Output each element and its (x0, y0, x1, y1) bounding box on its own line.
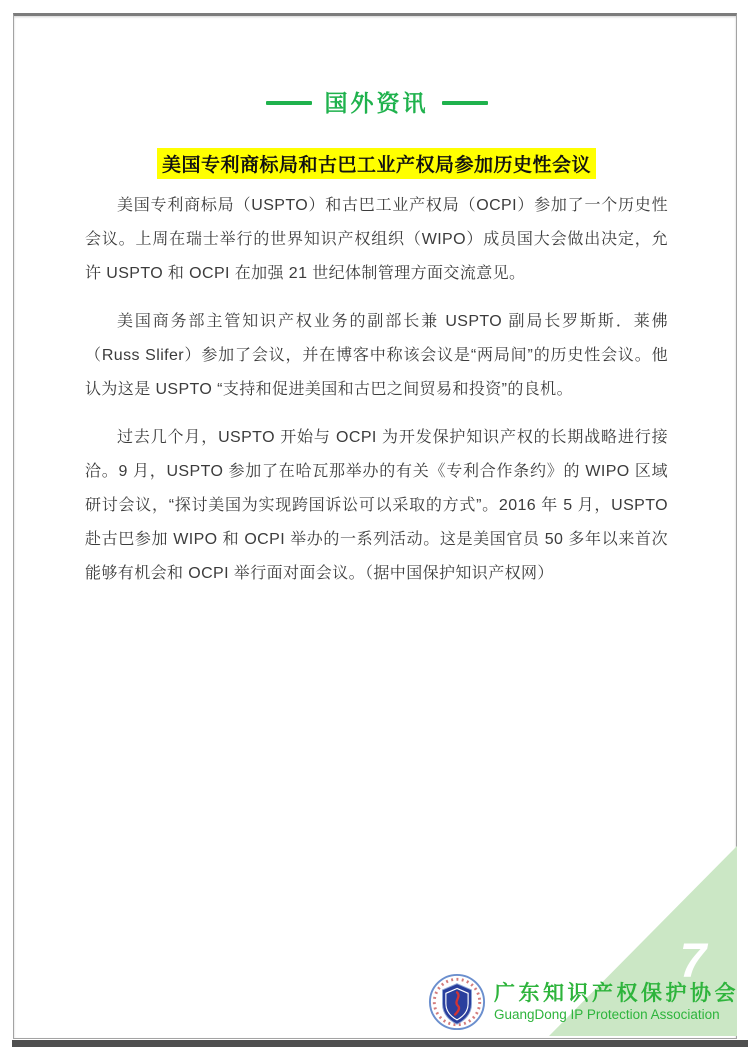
article-paragraph: 过去几个月，USPTO 开始与 OCPI 为开发保护知识产权的长期战略进行接洽。9 月，USPTO 参加了在哈瓦那举办的有关《专利合作条约》的 WIPO 区域研讨会议，“探讨美国为实现跨国诉讼可以采取的方式”。2016 年 5 月，USPTO 赴古巴参加 WIPO 和 OCPI 举办的一系列活动。这是美国官员 50 多年以来首次能够有机会和 OCPI 举行面对面会议。（据中国保护知识产权网） (85, 429, 668, 582)
article-body (85, 189, 668, 591)
article-content (85, 0, 668, 605)
article-title: 美国专利商标局和古巴工业产权局参加历史性会议 (157, 148, 596, 179)
title-row (85, 148, 668, 179)
bottom-bar (12, 1040, 748, 1047)
org-names (494, 982, 739, 1023)
org-name-en: GuangDong IP Protection Association (494, 1006, 720, 1022)
article-paragraph: 美国商务部主管知识产权业务的副部长兼 USPTO 副局长罗斯斯．莱佛（Russ Slifer）参加了会议，并在博客中称该会议是“两局间”的历史性会议。他认为这是 USPTO “支持和促进美国和古巴之间贸易和投资”的良机。 (85, 313, 668, 398)
section-badge-label: 国外资讯 (324, 89, 429, 116)
page-number: 7 (679, 935, 707, 988)
article-paragraph: 美国专利商标局（USPTO）和古巴工业产权局（OCPI）参加了一个历史性会议。上周在瑞士举行的世界知识产权组织（WIPO）成员国大会做出决定，允许 USPTO 和 OCPI 在加强 21 世纪体制管理方面交流意见。 (85, 197, 668, 282)
org-name-cn: 广东知识产权保护协会 (494, 981, 739, 1005)
dash-right-icon (442, 101, 488, 105)
footer (428, 973, 739, 1031)
section-badge (85, 88, 668, 118)
association-logo-icon (428, 973, 486, 1031)
dash-left-icon (266, 101, 312, 105)
